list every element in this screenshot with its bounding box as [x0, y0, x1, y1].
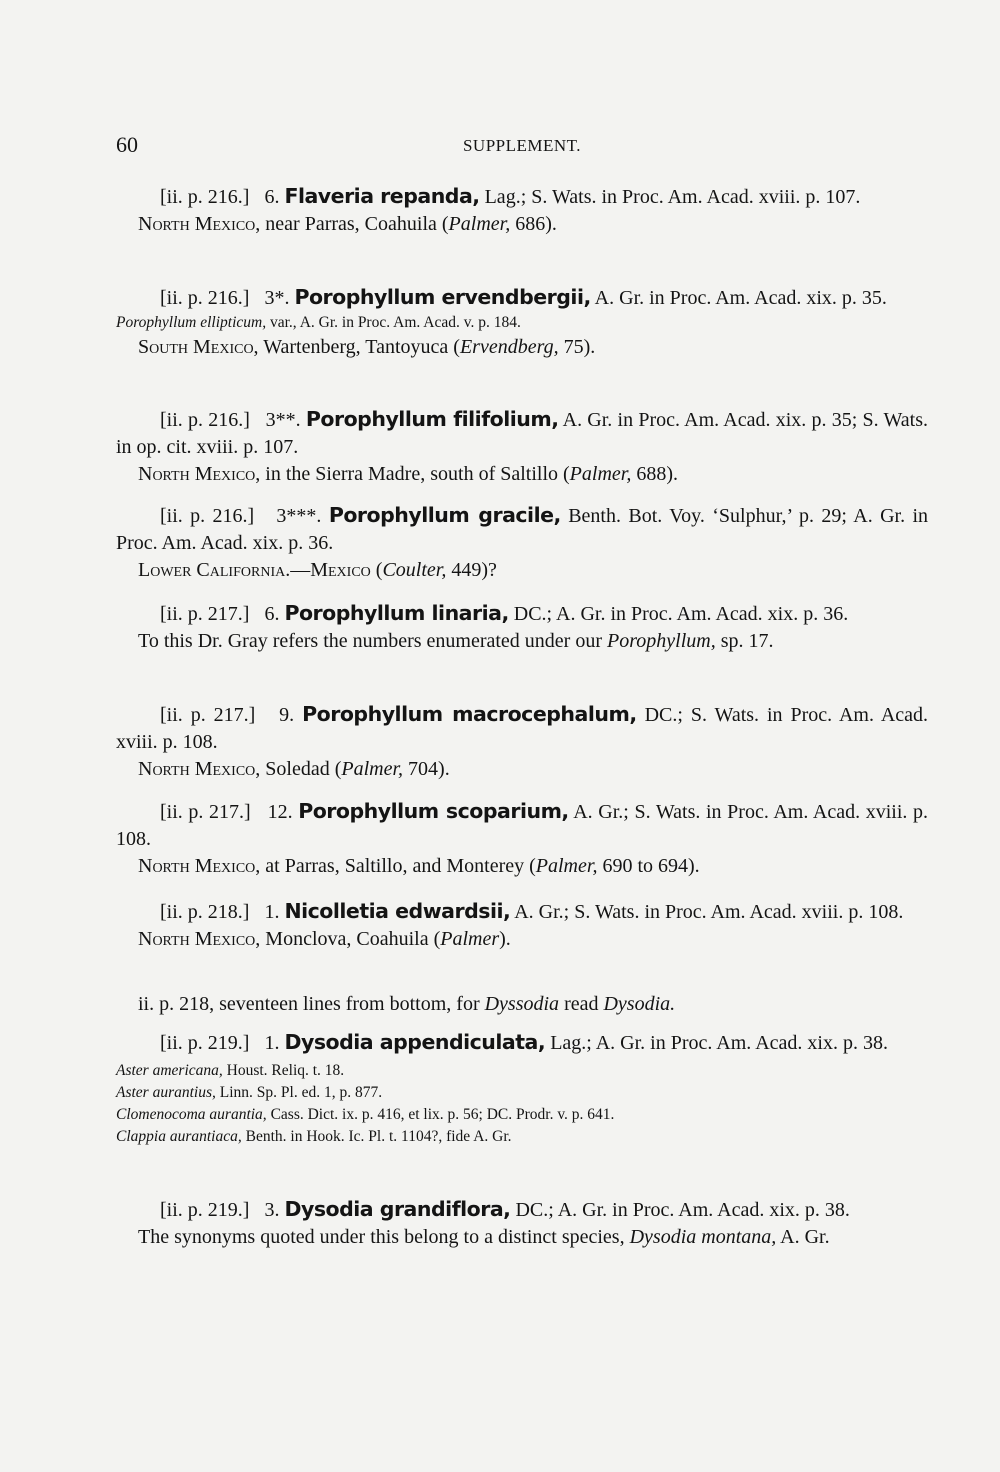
page-header — [116, 132, 928, 162]
note-paragraph: To this Dr. Gray refers the numbers enumerated under our Porophyllum, sp. 17. — [138, 630, 774, 652]
locality-note: North Mexico, at Parras, Saltillo, and Monterey (Palmer, 690 to 694). — [138, 855, 700, 877]
synonym-line: Aster americana, Houst. Reliq. t. 18. — [116, 1062, 345, 1079]
synonym-line: Aster aurantius, Linn. Sp. Pl. ed. 1, p. 877. — [116, 1084, 383, 1101]
species-name: Dysodia appendiculata, — [284, 1030, 546, 1054]
species-name: Porophyllum macrocephalum, — [302, 702, 637, 726]
running-head: SUPPLEMENT. — [462, 136, 582, 155]
locality-note: North Mexico, near Parras, Coahuila (Palmer, 686). — [138, 213, 557, 235]
species-name: Porophyllum linaria, — [284, 601, 509, 625]
species-name: Porophyllum gracile, — [328, 503, 561, 527]
species-name: Porophyllum scoparium, — [298, 799, 569, 823]
entry-heading: [ii. p. 216.] 3**. Porophyllum filifolium, A. Gr. in Proc. Am. Acad. xix. p. 35; S. Wats. in op. cit. xviii. p. 107. — [116, 407, 929, 458]
locality-note: Lower California.—Mexico (Coulter, 449)? — [138, 559, 497, 581]
species-name: Nicolletia edwardsii, — [284, 899, 511, 923]
synonym-line: Porophyllum ellipticum, var., A. Gr. in Proc. Am. Acad. v. p. 184. — [116, 314, 521, 331]
entry-heading: [ii. p. 217.] 9. Porophyllum macrocephalum, DC.; S. Wats. in Proc. Am. Acad. xviii. p. 108. — [116, 702, 929, 753]
entry-heading: [ii. p. 216.] 3***. Porophyllum gracile, Benth. Bot. Voy. ‘Sulphur,’ p. 29; A. Gr. in Proc. Am. Acad. xix. p. 36. — [116, 503, 929, 554]
entry-porophyllum-scoparium — [116, 798, 928, 880]
locality-note: South Mexico, Wartenberg, Tantoyuca (Ervendberg, 75). — [138, 336, 596, 358]
locality-note: North Mexico, Soledad (Palmer, 704). — [138, 758, 450, 780]
locality-note: North Mexico, Monclova, Coahuila (Palmer). — [138, 928, 511, 950]
entry-nicolletia-edwardsii — [116, 898, 928, 953]
entry-porophyllum-gracile — [116, 502, 928, 584]
entry-heading: [ii. p. 219.] 1. Dysodia appendiculata, Lag.; A. Gr. in Proc. Am. Acad. xix. p. 38. — [160, 1030, 888, 1054]
entry-heading: [ii. p. 217.] 12. Porophyllum scoparium, A. Gr.; S. Wats. in Proc. Am. Acad. xviii. p. 108. — [116, 799, 928, 850]
entry-heading: [ii. p. 216.] 3*. Porophyllum ervendbergii, A. Gr. in Proc. Am. Acad. xix. p. 35. — [160, 285, 887, 309]
species-name: Porophyllum ervendbergii, — [294, 285, 591, 309]
entry-dysodia-grandiflora — [116, 1196, 928, 1251]
locality-note: North Mexico, in the Sierra Madre, south of Saltillo (Palmer, 688). — [138, 463, 679, 485]
entry-heading: [ii. p. 219.] 3. Dysodia grandiflora, DC.; A. Gr. in Proc. Am. Acad. xix. p. 38. — [160, 1197, 850, 1221]
entry-porophyllum-linaria — [116, 600, 928, 655]
entry-porophyllum-filifolium — [116, 406, 928, 488]
species-name: Dysodia grandiflora, — [284, 1197, 511, 1221]
species-name: Flaveria repanda, — [284, 184, 480, 208]
entry-flaveria-repanda — [116, 183, 928, 238]
synonym-list — [116, 1060, 928, 1148]
entry-heading: [ii. p. 216.] 6. Flaveria repanda, Lag.; S. Wats. in Proc. Am. Acad. xviii. p. 107. — [160, 184, 861, 208]
entry-porophyllum-macrocephalum — [116, 701, 928, 783]
page-number: 60 — [116, 132, 138, 157]
synonym-line: Clomenocoma aurantia, Cass. Dict. ix. p. 416, et lix. p. 56; DC. Prodr. v. p. 641. — [116, 1106, 615, 1123]
synonym-line: Clappia aurantiaca, Benth. in Hook. Ic. Pl. t. 1104?, fide A. Gr. — [116, 1128, 512, 1145]
species-name: Porophyllum filifolium, — [305, 407, 559, 431]
erratum-note: ii. p. 218, seventeen lines from bottom, for Dyssodia read Dysodia. — [138, 993, 676, 1015]
entry-heading: [ii. p. 217.] 6. Porophyllum linaria, DC.; A. Gr. in Proc. Am. Acad. xix. p. 36. — [160, 601, 849, 625]
note-paragraph: The synonyms quoted under this belong to a distinct species, Dysodia montana, A. Gr. — [138, 1226, 830, 1248]
entry-dysodia-appendiculata — [116, 1029, 928, 1148]
entry-porophyllum-ervendbergii — [116, 284, 928, 361]
entry-heading: [ii. p. 218.] 1. Nicolletia edwardsii, A. Gr.; S. Wats. in Proc. Am. Acad. xviii. p. 108. — [160, 899, 904, 923]
